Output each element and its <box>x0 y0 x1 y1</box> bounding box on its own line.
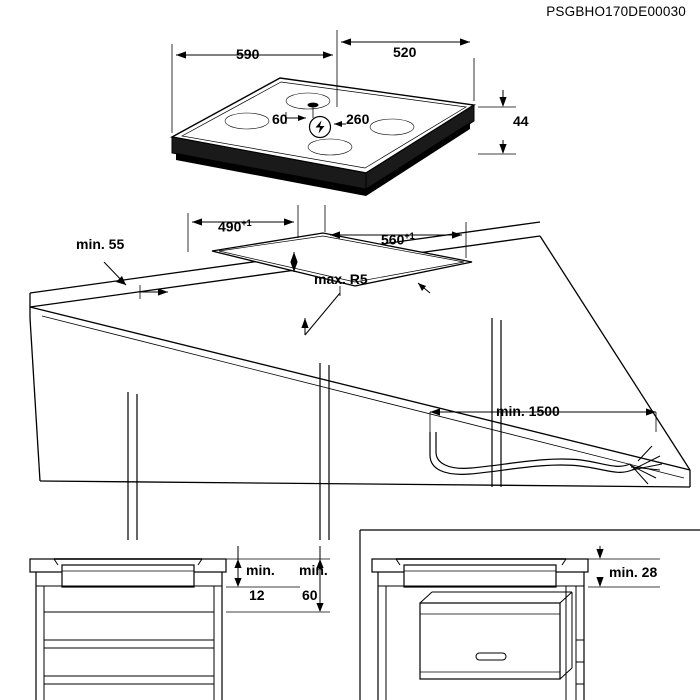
label-max-r5: max. R5 <box>314 271 368 287</box>
label-min-60-line1: min. <box>299 562 328 578</box>
label-cutout-depth-490: $490^{+1}$ <box>218 218 252 235</box>
label-min-12-line2: 12 <box>249 587 265 603</box>
label-min-60-line2: 60 <box>302 587 318 603</box>
label-height-44: 44 <box>513 113 529 129</box>
document-code: PSGBHO170DE00030 <box>546 4 686 19</box>
hob-top-view <box>172 30 516 196</box>
worktop-cutout-view <box>30 205 690 540</box>
label-depth-520: 520 <box>393 44 417 60</box>
label-min-12-line1: min. <box>246 562 275 578</box>
label-min-28: min. 28 <box>609 564 658 580</box>
label-outlet-60: 60 <box>272 111 288 127</box>
label-min-55: min. 55 <box>76 236 125 252</box>
label-min-1500: min. 1500 <box>496 403 560 419</box>
label-outlet-260: 260 <box>346 111 370 127</box>
label-cutout-width-560: $560^{+1}$ <box>381 231 415 248</box>
label-width-590: 590 <box>236 46 260 62</box>
section-left-view <box>30 546 330 700</box>
cable-length-view <box>430 408 662 484</box>
